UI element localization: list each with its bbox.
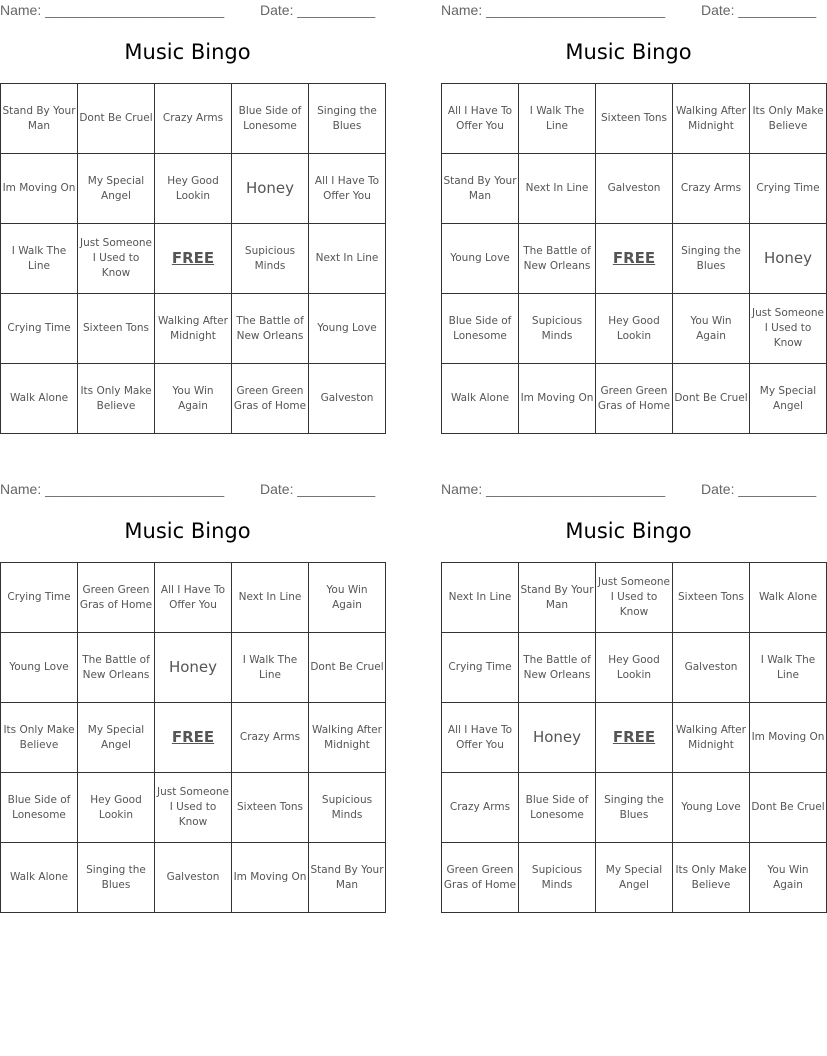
bingo-cell: Im Moving On xyxy=(232,843,309,913)
bingo-cell: Young Love xyxy=(442,224,519,294)
bingo-cell: My Special Angel xyxy=(596,843,673,913)
bingo-cell: Green Green Gras of Home xyxy=(442,843,519,913)
bingo-cell: Its Only Make Believe xyxy=(78,364,155,434)
bingo-cell: All I Have To Offer You xyxy=(442,703,519,773)
bingo-grid xyxy=(0,562,386,913)
bingo-cell: Next In Line xyxy=(519,154,596,224)
date-field-label: Date: __________ xyxy=(260,481,376,497)
bingo-row xyxy=(1,703,386,773)
bingo-cell: Blue Side of Lonesome xyxy=(519,773,596,843)
bingo-cell: Im Moving On xyxy=(750,703,827,773)
bingo-cell: Next In Line xyxy=(309,224,386,294)
bingo-cell: Supicious Minds xyxy=(309,773,386,843)
bingo-grid xyxy=(441,83,827,434)
bingo-cell: Crazy Arms xyxy=(442,773,519,843)
bingo-row xyxy=(1,773,386,843)
bingo-cell: My Special Angel xyxy=(750,364,827,434)
bingo-cell: Stand By Your Man xyxy=(309,843,386,913)
bingo-cell: Crying Time xyxy=(442,633,519,703)
bingo-grid xyxy=(0,83,386,434)
bingo-cell: I Walk The Line xyxy=(232,633,309,703)
name-field-label: Name: _______________________ xyxy=(441,2,666,18)
bingo-cell: Singing the Blues xyxy=(78,843,155,913)
name-field-label: Name: _______________________ xyxy=(0,2,225,18)
card-header xyxy=(441,481,817,499)
bingo-cell: Singing the Blues xyxy=(596,773,673,843)
bingo-row xyxy=(1,224,386,294)
bingo-cell: Walking After Midnight xyxy=(673,703,750,773)
card-header xyxy=(0,2,376,20)
bingo-cell: Just Someone I Used to Know xyxy=(78,224,155,294)
bingo-cell: You Win Again xyxy=(155,364,232,434)
bingo-cell: I Walk The Line xyxy=(1,224,78,294)
card-header xyxy=(0,481,376,499)
bingo-cell: Crazy Arms xyxy=(673,154,750,224)
bingo-cell: Young Love xyxy=(1,633,78,703)
bingo-row xyxy=(442,563,827,633)
bingo-cell: Sixteen Tons xyxy=(596,84,673,154)
bingo-cell: Galveston xyxy=(596,154,673,224)
bingo-row xyxy=(442,294,827,364)
bingo-cell: The Battle of New Orleans xyxy=(519,633,596,703)
bingo-row xyxy=(442,364,827,434)
bingo-cell: All I Have To Offer You xyxy=(155,563,232,633)
bingo-cell: Walk Alone xyxy=(1,364,78,434)
bingo-cell: Supicious Minds xyxy=(519,294,596,364)
bingo-cell: Honey xyxy=(155,633,232,703)
bingo-cell: Crying Time xyxy=(1,294,78,364)
bingo-cell: Dont Be Cruel xyxy=(750,773,827,843)
bingo-cell: Honey xyxy=(750,224,827,294)
bingo-cell: My Special Angel xyxy=(78,154,155,224)
bingo-card xyxy=(0,479,384,913)
bingo-cell: All I Have To Offer You xyxy=(309,154,386,224)
bingo-row xyxy=(1,843,386,913)
name-field-label: Name: _______________________ xyxy=(0,481,225,497)
bingo-row xyxy=(442,633,827,703)
bingo-cell: Hey Good Lookin xyxy=(78,773,155,843)
bingo-row xyxy=(442,703,827,773)
bingo-cell: Just Someone I Used to Know xyxy=(155,773,232,843)
bingo-cell: Its Only Make Believe xyxy=(673,843,750,913)
bingo-cell: Galveston xyxy=(309,364,386,434)
bingo-cell: Supicious Minds xyxy=(519,843,596,913)
bingo-cell: Sixteen Tons xyxy=(78,294,155,364)
bingo-cell: Honey xyxy=(519,703,596,773)
bingo-cell: Hey Good Lookin xyxy=(155,154,232,224)
bingo-cell: Galveston xyxy=(673,633,750,703)
bingo-cell: Dont Be Cruel xyxy=(78,84,155,154)
bingo-cell: Crazy Arms xyxy=(155,84,232,154)
bingo-cell: You Win Again xyxy=(673,294,750,364)
bingo-row xyxy=(1,364,386,434)
free-space: FREE xyxy=(155,224,232,294)
bingo-cell: Singing the Blues xyxy=(309,84,386,154)
free-space: FREE xyxy=(596,224,673,294)
bingo-cell: Dont Be Cruel xyxy=(673,364,750,434)
bingo-cell: Young Love xyxy=(309,294,386,364)
bingo-cell: Walking After Midnight xyxy=(673,84,750,154)
bingo-cell: I Walk The Line xyxy=(750,633,827,703)
bingo-cell: Blue Side of Lonesome xyxy=(442,294,519,364)
bingo-cell: You Win Again xyxy=(309,563,386,633)
bingo-cell: You Win Again xyxy=(750,843,827,913)
bingo-cell: Green Green Gras of Home xyxy=(596,364,673,434)
bingo-cell: Hey Good Lookin xyxy=(596,633,673,703)
bingo-cell: Green Green Gras of Home xyxy=(78,563,155,633)
bingo-cell: Walking After Midnight xyxy=(155,294,232,364)
bingo-cell: Honey xyxy=(232,154,309,224)
bingo-row xyxy=(442,773,827,843)
name-field-label: Name: _______________________ xyxy=(441,481,666,497)
bingo-cell: Stand By Your Man xyxy=(442,154,519,224)
bingo-row xyxy=(442,154,827,224)
bingo-cell: Im Moving On xyxy=(1,154,78,224)
bingo-cell: Stand By Your Man xyxy=(1,84,78,154)
bingo-row xyxy=(1,154,386,224)
bingo-cell: Green Green Gras of Home xyxy=(232,364,309,434)
bingo-cell: Its Only Make Believe xyxy=(1,703,78,773)
card-title: Music Bingo xyxy=(565,519,692,543)
bingo-row xyxy=(442,843,827,913)
bingo-cell: Stand By Your Man xyxy=(519,563,596,633)
bingo-cell: Walk Alone xyxy=(1,843,78,913)
bingo-row xyxy=(442,84,827,154)
bingo-cell: My Special Angel xyxy=(78,703,155,773)
bingo-row xyxy=(1,294,386,364)
bingo-cell: Its Only Make Believe xyxy=(750,84,827,154)
bingo-cell: The Battle of New Orleans xyxy=(519,224,596,294)
bingo-cell: Singing the Blues xyxy=(673,224,750,294)
bingo-row xyxy=(1,633,386,703)
bingo-card xyxy=(441,479,825,913)
bingo-cell: Sixteen Tons xyxy=(232,773,309,843)
bingo-cell: Crazy Arms xyxy=(232,703,309,773)
bingo-cell: Dont Be Cruel xyxy=(309,633,386,703)
bingo-row xyxy=(1,84,386,154)
date-field-label: Date: __________ xyxy=(260,2,376,18)
bingo-cell: The Battle of New Orleans xyxy=(232,294,309,364)
card-title: Music Bingo xyxy=(124,519,251,543)
bingo-cell: Im Moving On xyxy=(519,364,596,434)
card-title: Music Bingo xyxy=(565,40,692,64)
free-space: FREE xyxy=(155,703,232,773)
card-title: Music Bingo xyxy=(124,40,251,64)
bingo-cell: Sixteen Tons xyxy=(673,563,750,633)
free-space: FREE xyxy=(596,703,673,773)
bingo-cell: Walk Alone xyxy=(750,563,827,633)
bingo-cell: All I Have To Offer You xyxy=(442,84,519,154)
bingo-cell: Walking After Midnight xyxy=(309,703,386,773)
bingo-row xyxy=(442,224,827,294)
bingo-cell: I Walk The Line xyxy=(519,84,596,154)
bingo-cell: Blue Side of Lonesome xyxy=(232,84,309,154)
bingo-cell: Next In Line xyxy=(442,563,519,633)
bingo-cell: Crying Time xyxy=(1,563,78,633)
bingo-cell: The Battle of New Orleans xyxy=(78,633,155,703)
bingo-cell: Crying Time xyxy=(750,154,827,224)
date-field-label: Date: __________ xyxy=(701,2,817,18)
bingo-cell: Walk Alone xyxy=(442,364,519,434)
date-field-label: Date: __________ xyxy=(701,481,817,497)
bingo-cell: Just Someone I Used to Know xyxy=(596,563,673,633)
bingo-cell: Just Someone I Used to Know xyxy=(750,294,827,364)
bingo-cell: Next In Line xyxy=(232,563,309,633)
bingo-cell: Blue Side of Lonesome xyxy=(1,773,78,843)
bingo-cell: Galveston xyxy=(155,843,232,913)
bingo-grid xyxy=(441,562,827,913)
card-header xyxy=(441,2,817,20)
bingo-cell: Supicious Minds xyxy=(232,224,309,294)
bingo-card xyxy=(441,0,824,434)
bingo-cell: Young Love xyxy=(673,773,750,843)
bingo-cell: Hey Good Lookin xyxy=(596,294,673,364)
bingo-card xyxy=(0,0,380,434)
bingo-row xyxy=(1,563,386,633)
